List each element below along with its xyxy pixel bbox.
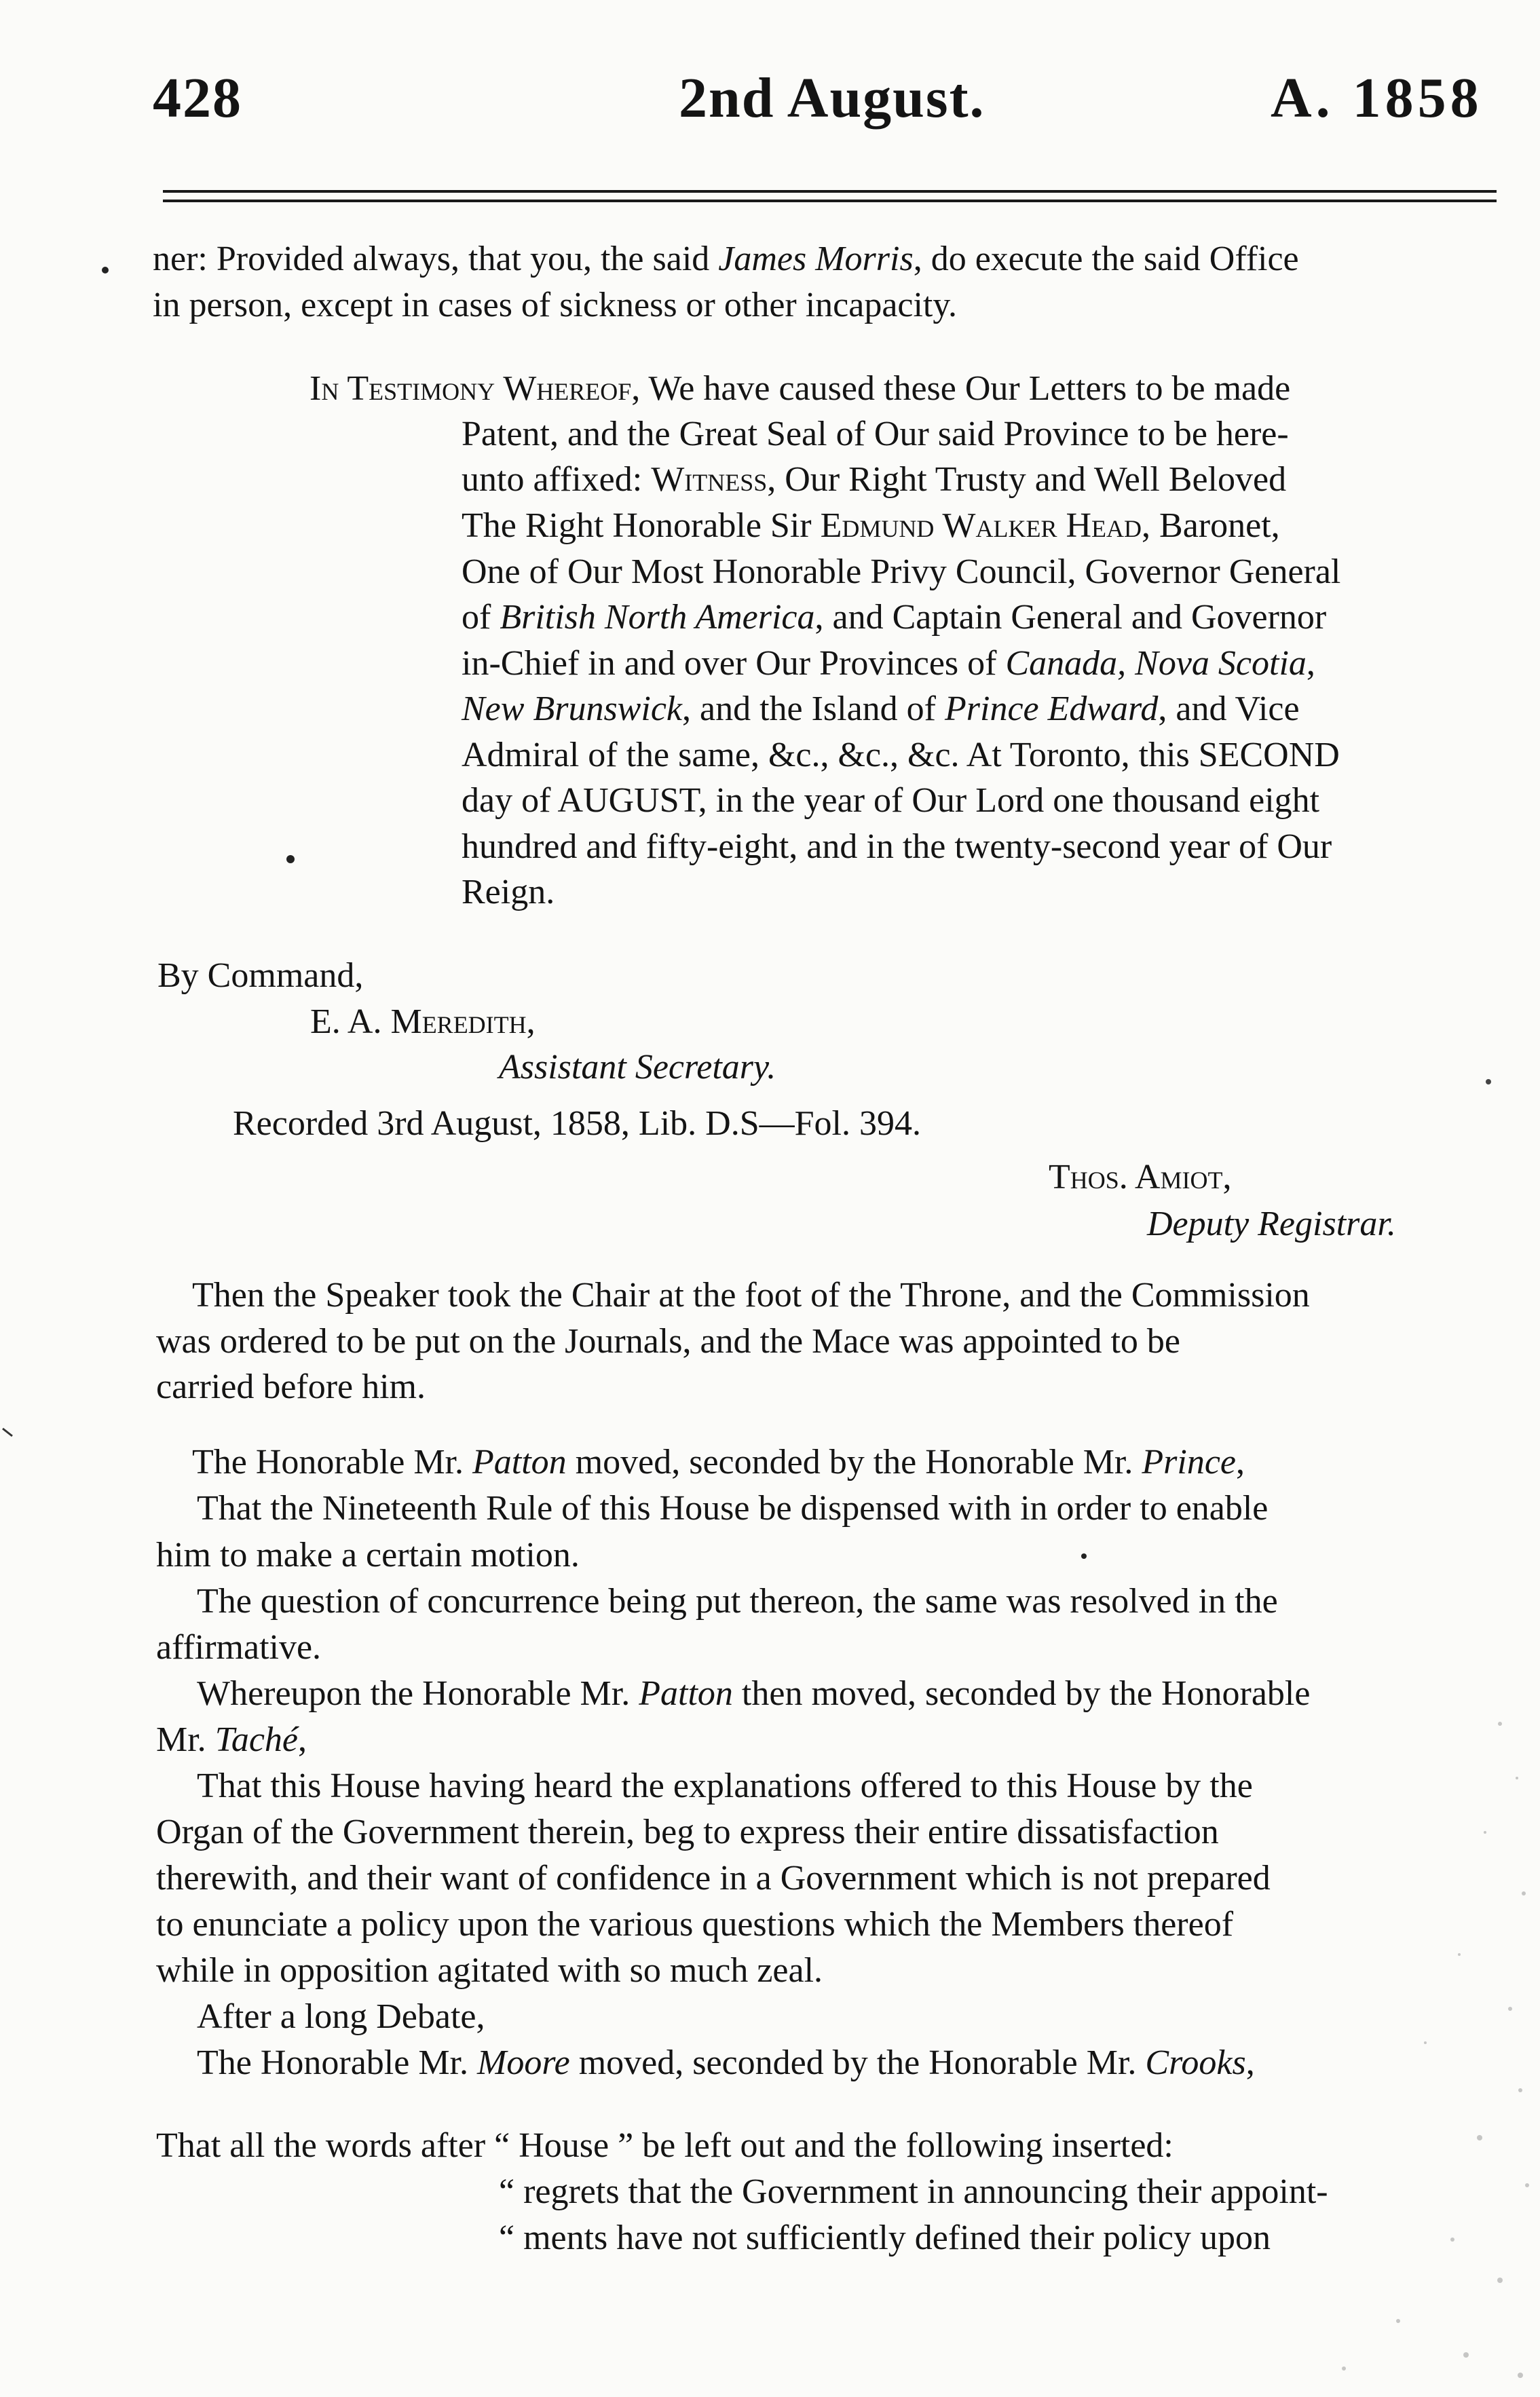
text-line: Organ of the Government therein, beg to express their entire dissatisfaction — [156, 1813, 1219, 1851]
text-line: After a long Debate, — [197, 1997, 485, 2036]
page-number: 428 — [153, 67, 242, 130]
text-line: was ordered to be put on the Journals, and the Mace was appointed to be — [156, 1322, 1181, 1361]
text-line: to enunciate a policy upon the various questions which the Members thereof — [156, 1905, 1234, 1944]
text-line: By Command, — [157, 956, 364, 995]
text-line: That all the words after “ House ” be left out and the following inserted: — [156, 2126, 1173, 2165]
text-line: “ ments have not sufficiently defined their policy upon — [499, 2219, 1271, 2257]
text-line: ner: Provided always, that you, the said James Morris, do execute the said Office — [153, 240, 1299, 278]
header-year: A. 1858 — [1271, 67, 1483, 130]
text-line: him to make a certain motion. — [156, 1536, 580, 1574]
text-line: That this House having heard the explanations offered to this House by the — [197, 1767, 1253, 1805]
text-line: Mr. Taché, — [156, 1720, 307, 1759]
text-line: Recorded 3rd August, 1858, Lib. D.S—Fol. 394. — [233, 1104, 921, 1143]
header-rule-top — [163, 190, 1497, 193]
text-line: affirmative. — [156, 1628, 322, 1667]
text-line: hundred and fifty-eight, and in the twenty-second year of Our — [462, 827, 1332, 866]
text-line: The question of concurrence being put thereon, the same was resolved in the — [197, 1582, 1278, 1621]
text-line: The Honorable Mr. Patton moved, seconded by the Honorable Mr. Prince, — [192, 1443, 1245, 1481]
text-line: “ regrets that the Government in announcing their appoint- — [499, 2172, 1328, 2211]
text-line: Then the Speaker took the Chair at the foot of the Throne, and the Commission — [192, 1276, 1310, 1315]
text-line: therewith, and their want of confidence in a Government which is not prepared — [156, 1859, 1271, 1898]
text-line: in-Chief in and over Our Provinces of Canada, Nova Scotia, — [462, 644, 1315, 683]
text-line: E. A. Meredith, — [310, 1002, 536, 1041]
text-line: The Right Honorable Sir Edmund Walker Head, Baronet, — [462, 506, 1280, 545]
text-line: Admiral of the same, &c., &c., &c. At Toronto, this SECOND — [462, 736, 1340, 774]
text-line: of British North America, and Captain General and Governor — [462, 598, 1327, 637]
text-line: Reign. — [462, 873, 555, 911]
text-line: day of AUGUST, in the year of Our Lord one thousand eight — [462, 781, 1320, 820]
text-line: Deputy Registrar. — [1147, 1205, 1396, 1243]
text-line: Thos. Amiot, — [1049, 1158, 1232, 1196]
header-date: 2nd August. — [679, 67, 985, 130]
text-line: Patent, and the Great Seal of Our said Province to be here- — [462, 415, 1289, 453]
text-line: Whereupon the Honorable Mr. Patton then moved, seconded by the Honorable — [197, 1674, 1311, 1713]
text-line: In Testimony Whereof, We have caused these Our Letters to be made — [309, 369, 1291, 408]
text-line: carried before him. — [156, 1367, 426, 1406]
header-rule-bottom — [163, 200, 1497, 202]
text-line: unto affixed: Witness, Our Right Trusty and Well Beloved — [462, 460, 1287, 499]
text-line: One of Our Most Honorable Privy Council, Governor General — [462, 552, 1341, 591]
text-line: New Brunswick, and the Island of Prince Edward, and Vice — [462, 690, 1300, 728]
text-line: The Honorable Mr. Moore moved, seconded by the Honorable Mr. Crooks, — [197, 2043, 1255, 2082]
text-line: Assistant Secretary. — [499, 1048, 776, 1087]
text-line: while in opposition agitated with so much zeal. — [156, 1951, 823, 1990]
text-line: That the Nineteenth Rule of this House be dispensed with in order to enable — [197, 1489, 1269, 1528]
text-line: in person, except in cases of sickness or other incapacity. — [153, 286, 958, 324]
